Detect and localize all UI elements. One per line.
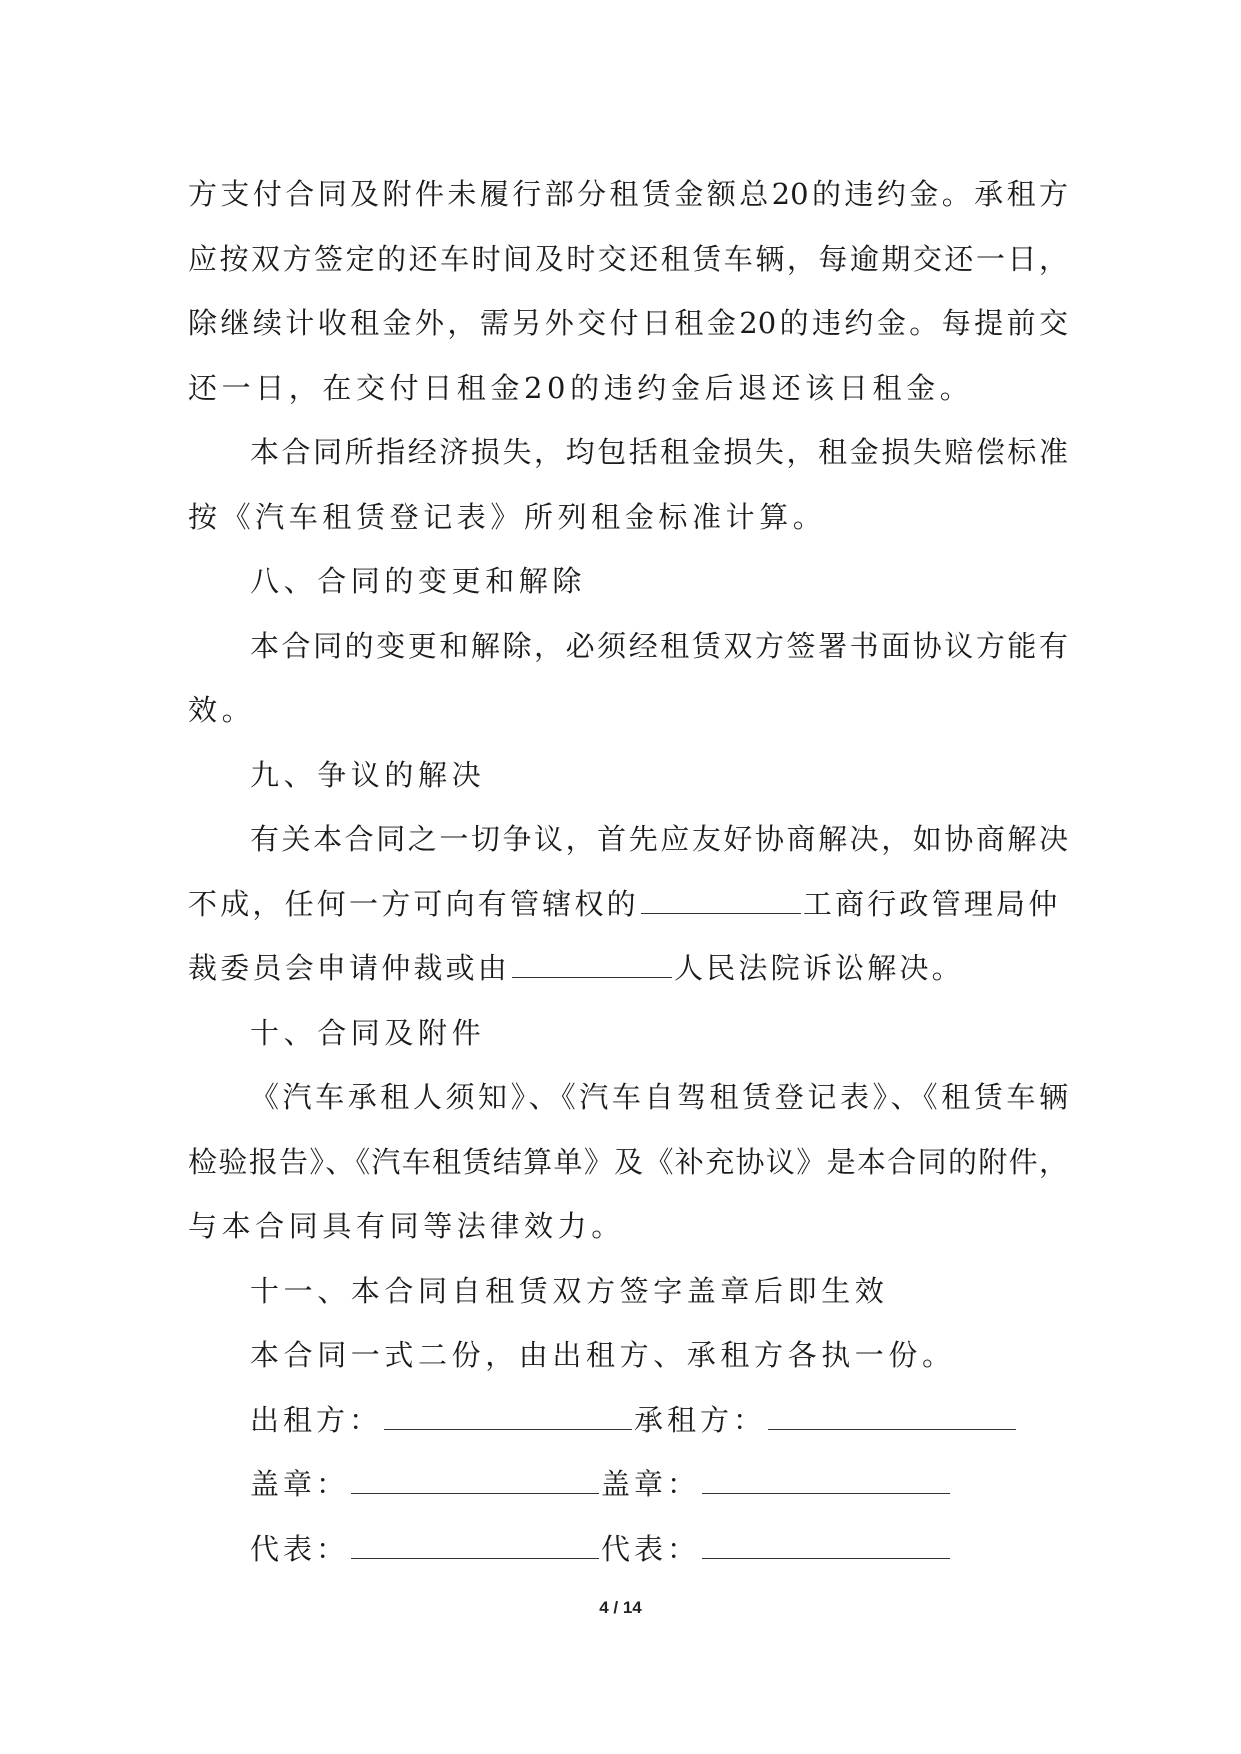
lessee-label: 承租方： <box>634 1402 767 1437</box>
section-heading: 九、争议的解决 <box>250 757 486 792</box>
fill-in-blank[interactable] <box>641 891 801 914</box>
paragraph-line: 本合同的变更和解除，必须经租赁双方签署书面协议方能有 <box>250 628 1068 663</box>
paragraph-line <box>188 872 1068 937</box>
paragraph-line: 应按双方签定的还车时间及时交还租赁车辆，每逾期交还一日， <box>188 241 1068 276</box>
paragraph-line: 与本合同具有同等法律效力。 <box>188 1209 625 1243</box>
paragraph-line: 方支付合同及附件未履行部分租赁金额总20的违约金。承租方 <box>188 177 1068 211</box>
signature-row-representative <box>188 1517 1068 1582</box>
text-segment: 工商行政管理局仲 <box>802 886 1061 921</box>
paragraph-line: 检验报告》、《汽车租赁结算单》及《补充协议》是本合同的附件， <box>188 1144 1068 1179</box>
text-segment: 人民法院诉讼解决。 <box>674 951 964 985</box>
paragraph-line: 《汽车承租人须知》、《汽车自驾租赁登记表》、《租赁车辆 <box>250 1080 1068 1114</box>
lessor-representative-blank[interactable] <box>351 1536 599 1559</box>
paragraph-line: 有关本合同之一切争议，首先应友好协商解决，如协商解决 <box>250 822 1068 856</box>
text-segment: 裁委员会申请仲裁或由 <box>188 951 511 985</box>
section-heading: 十、合同及附件 <box>250 1015 486 1050</box>
fill-in-blank[interactable] <box>512 955 672 978</box>
paragraph-line: 效。 <box>188 693 256 727</box>
paragraph-line: 还一日，在交付日租金20的违约金后退还该日租金。 <box>188 370 974 405</box>
document-body <box>188 162 1068 1581</box>
paragraph-line: 除继续计收租金外，需另外交付日租金20的违约金。每提前交 <box>188 306 1068 340</box>
section-heading: 八、合同的变更和解除 <box>250 564 587 598</box>
representative-label: 代表： <box>601 1531 701 1566</box>
paragraph-line: 本合同所指经济损失，均包括租金损失，租金损失赔偿标准 <box>250 435 1068 469</box>
seal-label: 盖章： <box>250 1467 350 1501</box>
text-segment: 不成，任何一方可向有管辖权的 <box>188 886 639 921</box>
section-heading: 十一、本合同自租赁双方签字盖章后即生效 <box>250 1273 889 1308</box>
signature-row-seal <box>188 1452 1068 1517</box>
seal-label: 盖章： <box>601 1467 701 1501</box>
lessee-seal-blank[interactable] <box>702 1471 950 1494</box>
paragraph-line: 按《汽车租赁登记表》所列租金标准计算。 <box>188 499 827 534</box>
lessor-signature-blank[interactable] <box>384 1407 632 1430</box>
lessor-label: 出租方： <box>250 1402 383 1437</box>
lessee-signature-blank[interactable] <box>768 1407 1016 1430</box>
paragraph-line: 本合同一式二份，由出租方、承租方各执一份。 <box>250 1338 956 1372</box>
signature-row-parties <box>188 1388 1068 1453</box>
representative-label: 代表： <box>250 1531 350 1566</box>
lessee-representative-blank[interactable] <box>702 1536 950 1559</box>
paragraph-line <box>188 936 1068 1001</box>
page-number: 4 / 14 <box>599 1598 642 1617</box>
lessor-seal-blank[interactable] <box>351 1471 599 1494</box>
